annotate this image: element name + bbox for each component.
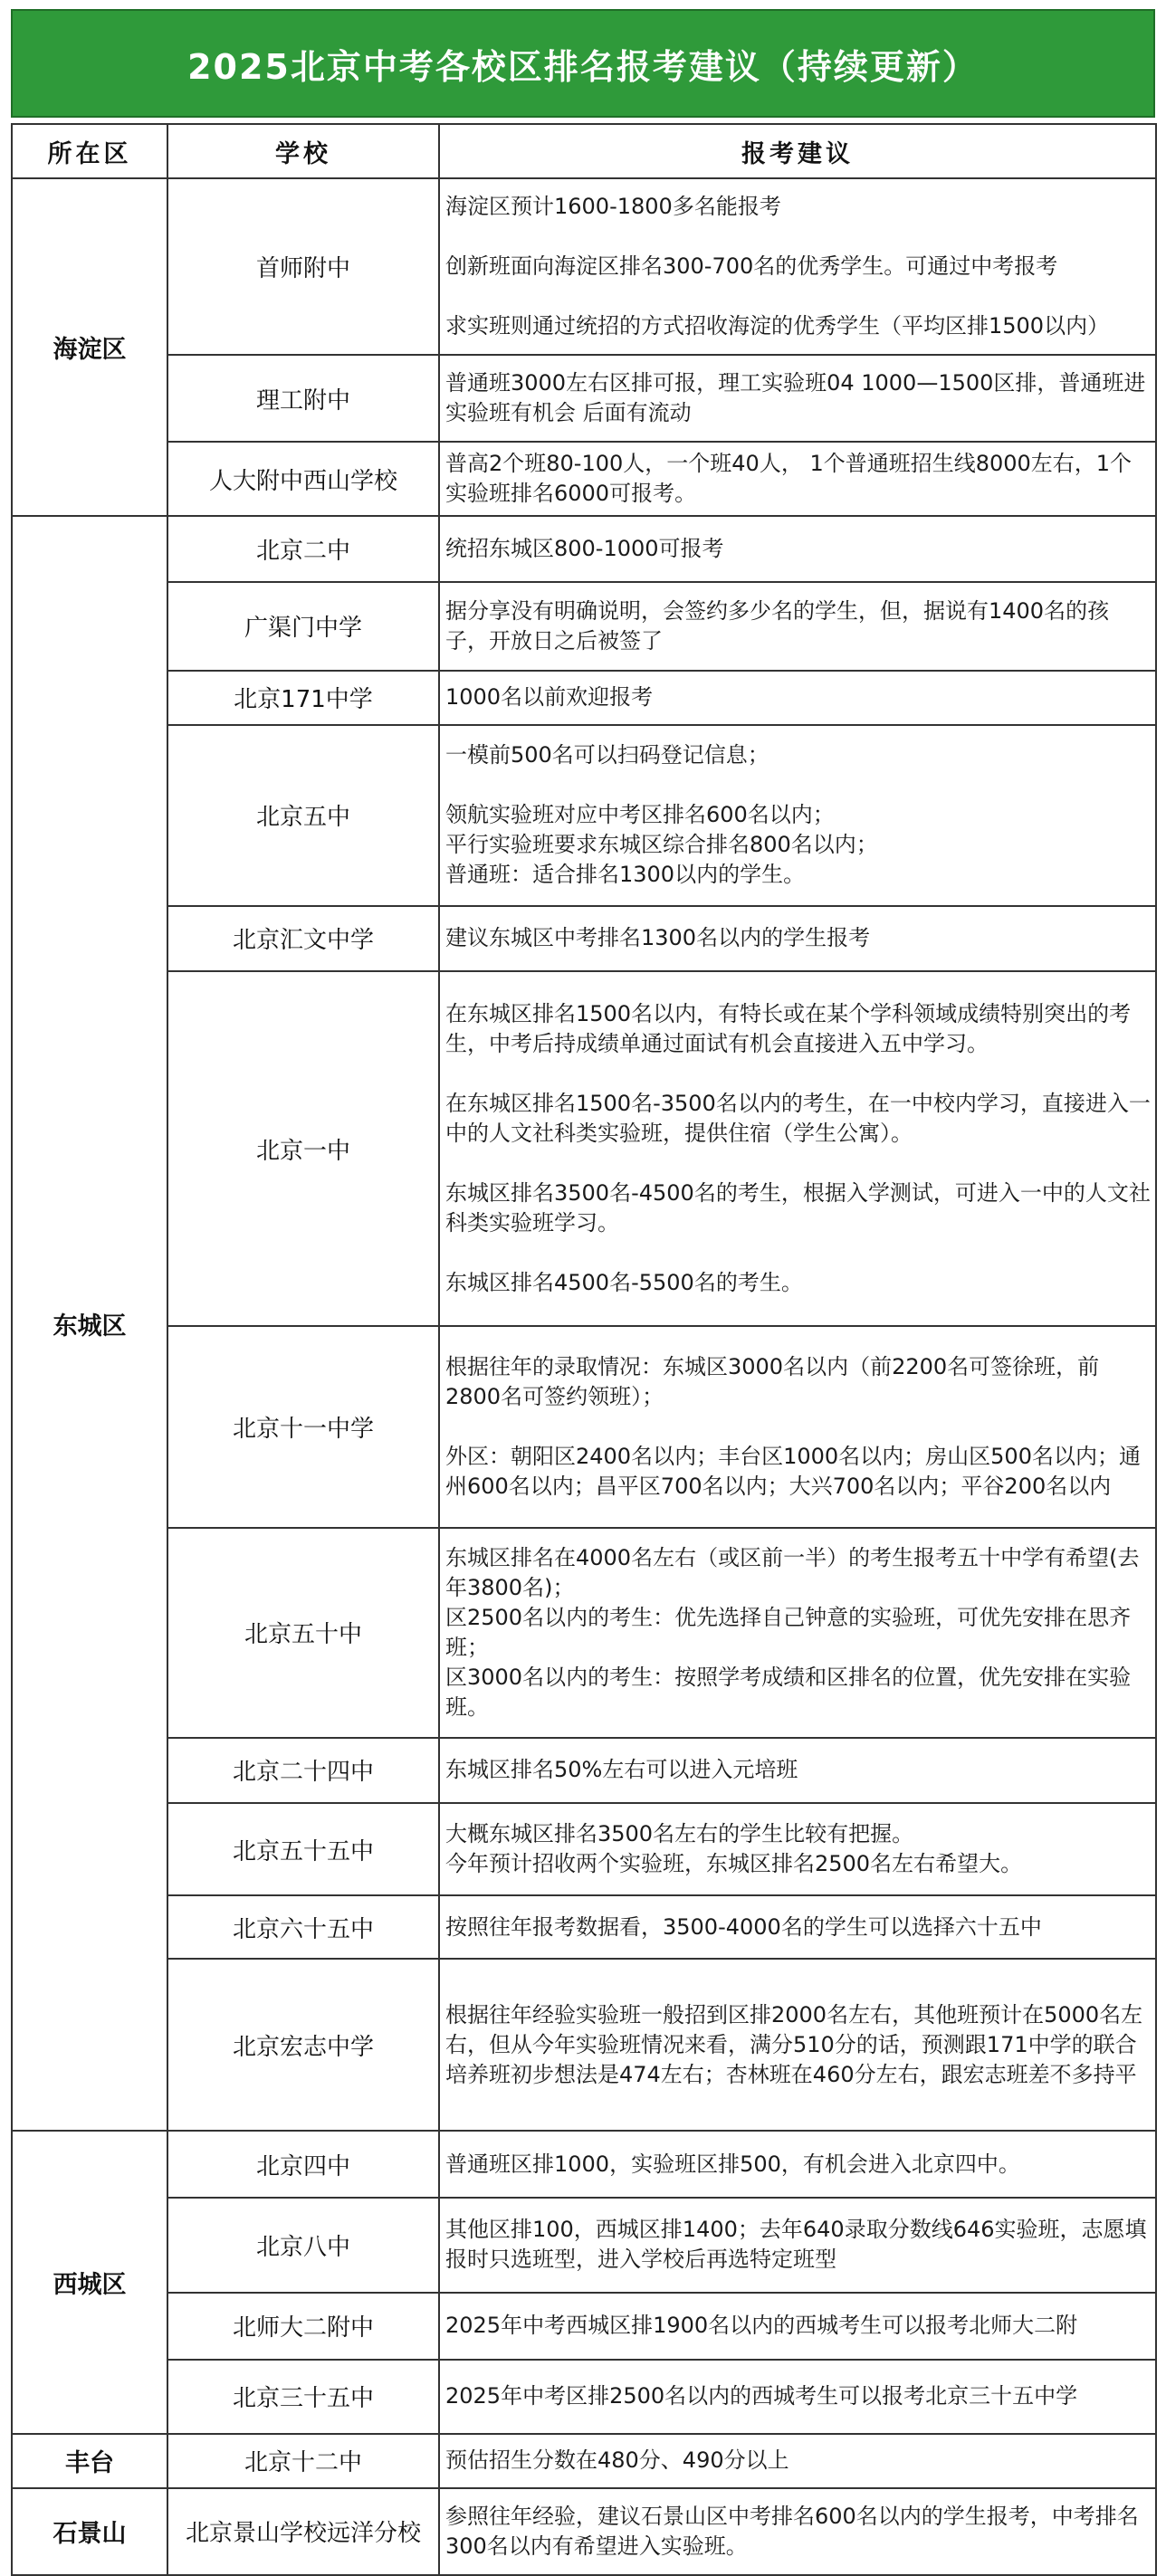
advice-paragraph: 今年预计招收两个实验班，东城区排名2500名左右希望大。 bbox=[445, 1851, 1023, 1876]
advice-paragraph: 大概东城区排名3500名左右的学生比较有把握。 bbox=[445, 1821, 914, 1846]
school-cell: 北京171中学 bbox=[167, 671, 439, 725]
advice-cell bbox=[439, 1895, 1156, 1959]
advice-paragraph: 求实班则通过统招的方式招收海淀的优秀学生（平均区排1500以内） bbox=[445, 313, 1110, 339]
advice-paragraph: 普通班：适合排名1300以内的学生。 bbox=[445, 862, 806, 888]
advice-cell bbox=[439, 2131, 1156, 2198]
advice-paragraph: 普通班3000左右区排可报，理工实验班04 1000—1500区排，普通班进实验班有机会 后面有流动 bbox=[445, 370, 1146, 426]
school-cell: 北师大二附中 bbox=[167, 2293, 439, 2360]
advice-paragraph: 东城区排名50%左右可以进入元培班 bbox=[445, 1757, 798, 1783]
school-cell: 北京五十中 bbox=[167, 1528, 439, 1738]
header-district: 所在区 bbox=[12, 124, 167, 178]
advice-paragraph: 领航实验班对应中考区排名600名以内； bbox=[445, 802, 835, 828]
table-row bbox=[12, 906, 1156, 971]
advice-paragraph: 东城区排名4500名-5500名的考生。 bbox=[445, 1270, 803, 1296]
school-cell: 北京六十五中 bbox=[167, 1895, 439, 1959]
advice-cell bbox=[439, 355, 1156, 442]
district-cell: 东城区 bbox=[12, 516, 167, 2131]
district-cell: 丰台 bbox=[12, 2434, 167, 2488]
school-cell: 广渠门中学 bbox=[167, 582, 439, 671]
table-row bbox=[12, 2198, 1156, 2292]
table-body bbox=[12, 124, 1156, 2575]
school-cell: 北京宏志中学 bbox=[167, 1959, 439, 2131]
school-cell: 北京三十五中 bbox=[167, 2360, 439, 2434]
header-school: 学校 bbox=[167, 124, 439, 178]
advice-paragraph: 外区：朝阳区2400名以内；丰台区1000名以内；房山区500名以内；通州600名以内；昌平区700名以内；大兴700名以内；平谷200名以内 bbox=[445, 1444, 1141, 1499]
page-title: 2025北京中考各校区排名报考建议（持续更新） bbox=[11, 9, 1155, 118]
table-row bbox=[12, 1959, 1156, 2131]
school-cell: 北京汇文中学 bbox=[167, 906, 439, 971]
school-cell: 北京四中 bbox=[167, 2131, 439, 2198]
advice-paragraph: 预估招生分数在480分、490分以上 bbox=[445, 2447, 789, 2474]
table-row bbox=[12, 2293, 1156, 2360]
table-row bbox=[12, 1528, 1156, 1738]
advice-paragraph: 建议东城区中考排名1300名以内的学生报考 bbox=[445, 925, 871, 951]
table-row bbox=[12, 971, 1156, 1326]
table-row bbox=[12, 1738, 1156, 1803]
table-row bbox=[12, 2360, 1156, 2434]
advice-paragraph: 在东城区排名1500名以内，有特长或在某个学科领域成绩特别突出的考生，中考后持成绩单通过面试有机会直接进入五中学习。 bbox=[445, 1001, 1132, 1057]
advice-cell bbox=[439, 1738, 1156, 1803]
advice-paragraph: 据分享没有明确说明，会签约多少名的学生，但，据说有1400名的孩子，开放日之后被签了 bbox=[445, 597, 1110, 654]
advice-paragraph: 2025年中考西城区排1900名以内的西城考生可以报考北师大二附 bbox=[445, 2313, 1078, 2339]
advice-cell bbox=[439, 442, 1156, 516]
table-row bbox=[12, 1895, 1156, 1959]
advice-paragraph: 根据往年经验实验班一般招到区排2000名左右，其他班预计在5000名左右，但从今年实验班情况来看，满分510分的话，预测跟171中学的联合培养班初步想法是474左右；杏林班在460分左右，跟宏志班差不多持平 bbox=[445, 2001, 1143, 2087]
advice-paragraph: 普高2个班80-100人，一个班40人， 1个普通班招生线8000左右，1个实验班排名6000可报考。 bbox=[445, 451, 1133, 507]
school-cell: 北京十二中 bbox=[167, 2434, 439, 2488]
school-cell: 北京景山学校远洋分校 bbox=[167, 2488, 439, 2575]
table-row bbox=[12, 442, 1156, 516]
table-row bbox=[12, 516, 1156, 581]
advice-paragraph: 普通班区排1000，实验班区排500，有机会进入北京四中。 bbox=[445, 2151, 1020, 2177]
advice-cell bbox=[439, 1528, 1156, 1738]
advice-cell bbox=[439, 906, 1156, 971]
advice-paragraph: 创新班面向海淀区排名300-700名的优秀学生。可通过中考报考 bbox=[445, 253, 1058, 280]
table-row bbox=[12, 671, 1156, 725]
advice-cell bbox=[439, 1959, 1156, 2131]
advice-cell bbox=[439, 582, 1156, 671]
advice-paragraph: 海淀区预计1600-1800多名能报考 bbox=[445, 194, 781, 220]
school-cell: 人大附中西山学校 bbox=[167, 442, 439, 516]
advice-cell bbox=[439, 1803, 1156, 1895]
district-cell: 石景山 bbox=[12, 2488, 167, 2575]
table-row bbox=[12, 1803, 1156, 1895]
school-cell: 北京五中 bbox=[167, 725, 439, 906]
table-row bbox=[12, 355, 1156, 442]
table-row bbox=[12, 2131, 1156, 2198]
table-row bbox=[12, 1326, 1156, 1527]
advice-paragraph: 东城区排名3500名-4500名的考生，根据入学测试，可进入一中的人文社科类实验班学习。 bbox=[445, 1180, 1151, 1236]
advice-cell bbox=[439, 2198, 1156, 2292]
advice-paragraph: 在东城区排名1500名-3500名以内的考生，在一中校内学习，直接进入一中的人文社科类实验班，提供住宿（学生公寓）。 bbox=[445, 1091, 1151, 1147]
school-cell: 北京八中 bbox=[167, 2198, 439, 2292]
header-advice: 报考建议 bbox=[439, 124, 1156, 178]
advice-cell bbox=[439, 2293, 1156, 2360]
school-cell: 首师附中 bbox=[167, 178, 439, 355]
district-cell: 海淀区 bbox=[12, 178, 167, 516]
advice-paragraph: 参照往年经验，建议石景山区中考排名600名以内的学生报考，中考排名300名以内有希望进入实验班。 bbox=[445, 2503, 1139, 2559]
school-cell: 北京一中 bbox=[167, 971, 439, 1326]
table-row bbox=[12, 2488, 1156, 2575]
advice-cell bbox=[439, 671, 1156, 725]
ranking-table bbox=[11, 123, 1157, 2576]
advice-cell bbox=[439, 516, 1156, 581]
advice-cell bbox=[439, 178, 1156, 355]
advice-paragraph: 按照往年报考数据看，3500-4000名的学生可以选择六十五中 bbox=[445, 1913, 1042, 1940]
school-cell: 北京二中 bbox=[167, 516, 439, 581]
table-row bbox=[12, 725, 1156, 906]
advice-cell bbox=[439, 971, 1156, 1326]
school-cell: 北京十一中学 bbox=[167, 1326, 439, 1527]
district-cell: 西城区 bbox=[12, 2131, 167, 2433]
table-row bbox=[12, 178, 1156, 355]
table-row bbox=[12, 582, 1156, 671]
advice-paragraph: 1000名以前欢迎报考 bbox=[445, 684, 654, 711]
advice-paragraph: 根据往年的录取情况：东城区3000名以内（前2200名可签徐班，前2800名可签约领班）； bbox=[445, 1354, 1100, 1409]
advice-paragraph: 2025年中考区排2500名以内的西城考生可以报考北京三十五中学 bbox=[445, 2383, 1078, 2409]
advice-paragraph: 一模前500名可以扫码登记信息； bbox=[445, 742, 769, 768]
advice-cell bbox=[439, 2360, 1156, 2434]
advice-paragraph: 统招东城区800-1000可报考 bbox=[445, 535, 724, 561]
school-cell: 北京二十四中 bbox=[167, 1738, 439, 1803]
advice-cell bbox=[439, 2488, 1156, 2575]
advice-paragraph: 东城区排名在4000名左右（或区前一半）的考生报考五十中学有希望(去年3800名)； bbox=[445, 1544, 1140, 1600]
advice-cell bbox=[439, 725, 1156, 906]
school-cell: 理工附中 bbox=[167, 355, 439, 442]
advice-paragraph: 平行实验班要求东城区综合排名800名以内； bbox=[445, 832, 878, 858]
advice-cell bbox=[439, 2434, 1156, 2488]
advice-paragraph: 区3000名以内的考生：按照学考成绩和区排名的位置，优先安排在实验班。 bbox=[445, 1664, 1132, 1720]
advice-cell bbox=[439, 1326, 1156, 1527]
school-cell: 北京五十五中 bbox=[167, 1803, 439, 1895]
advice-paragraph: 区2500名以内的考生：优先选择自己钟意的实验班，可优先安排在思齐班； bbox=[445, 1604, 1132, 1660]
table-row bbox=[12, 2434, 1156, 2488]
header-row bbox=[12, 124, 1156, 178]
advice-paragraph: 其他区排100，西城区排1400；去年640录取分数线646实验班，志愿填报时只选班型，进入学校后再选特定班型 bbox=[445, 2217, 1147, 2273]
